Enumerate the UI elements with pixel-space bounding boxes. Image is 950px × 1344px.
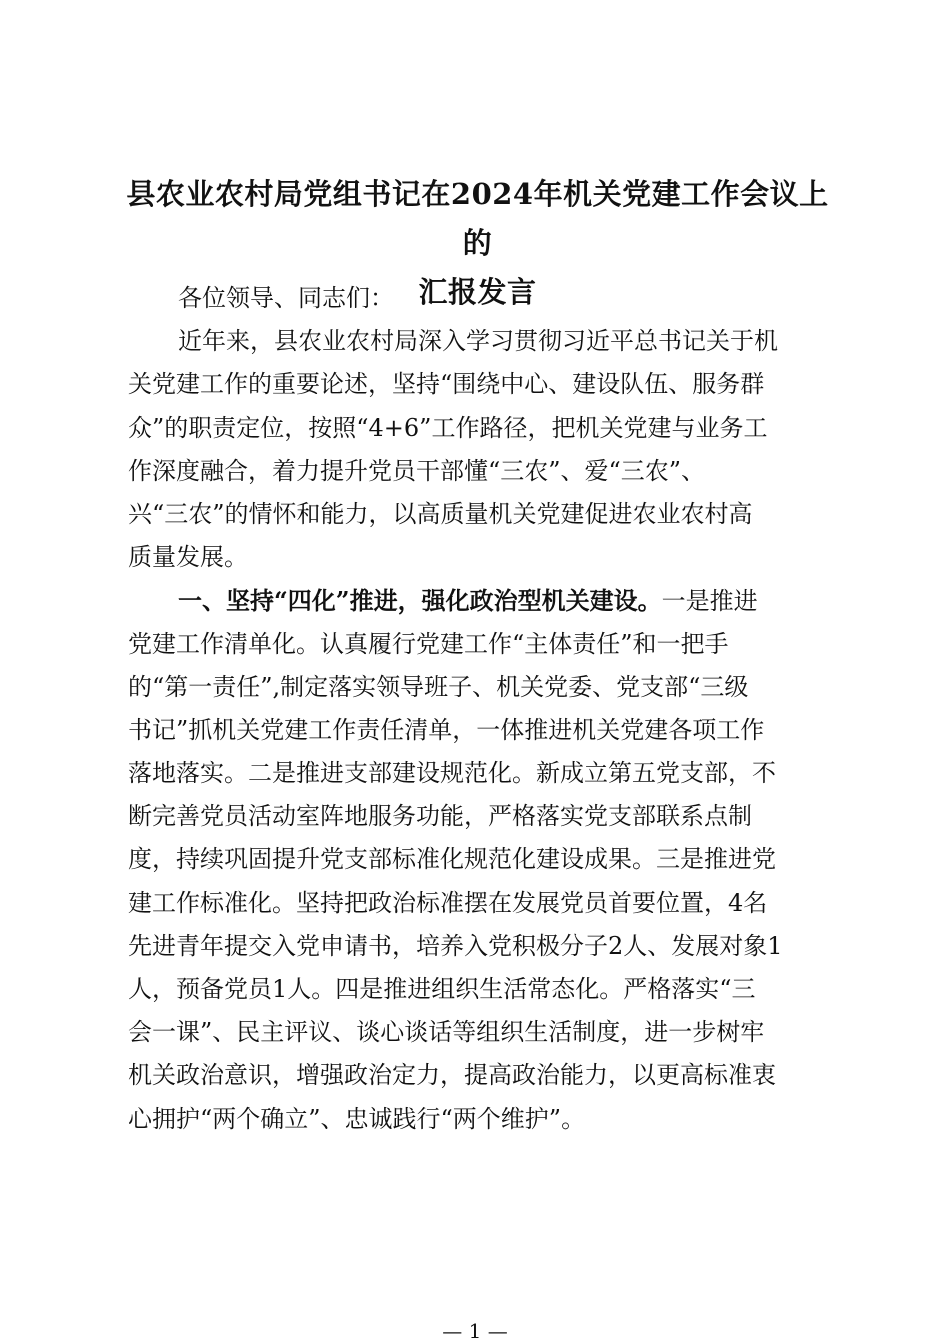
paragraph-line: 机关政治意识，增强政治定力，提高政治能力，以更高标准衷	[128, 1061, 776, 1090]
section-heading: 一、坚持“四化”推进，强化政治型机关建设。	[178, 586, 662, 616]
section-first-line	[128, 579, 828, 622]
paragraph-line: 作深度融合，着力提升党员干部懂“三农”、爱“三农”、	[128, 456, 706, 485]
salutation: 各位领导、同志们：	[178, 284, 394, 312]
paragraph-line: 党建工作清单化。认真履行党建工作“主体责任”和一把手	[128, 629, 729, 658]
paragraph-line: 关党建工作的重要论述，坚持“围绕中心、建设队伍、服务群	[128, 370, 765, 399]
title-line: 汇报发言	[418, 275, 537, 309]
paragraph-line: 落地落实。二是推进支部建设规范化。新成立第五党支部，不	[128, 759, 776, 788]
paragraph-line: 断完善党员活动室阵地服务功能，严格落实党支部联系点制	[128, 802, 752, 831]
page-number: — 1 —	[442, 1319, 508, 1343]
paragraph-line: 书记”抓机关党建工作责任清单，一体推进机关党建各项工作	[128, 715, 765, 744]
section-first-line-rest: 一是推进	[661, 587, 758, 616]
paragraph-line: 度，持续巩固提升党支部标准化规范化建设成果。三是推进党	[128, 845, 776, 874]
paragraph-line: 众”的职责定位，按照“4+6”工作路径，把机关党建与业务工	[128, 413, 768, 442]
paragraph-line: 建工作标准化。坚持把政治标准摆在发展党员首要位置，4名	[128, 888, 768, 917]
paragraph-line: 会一课”、民主评议、谈心谈话等组织生活制度，进一步树牢	[128, 1018, 765, 1047]
paragraph-line: 近年来，县农业农村局深入学习贯彻习近平总书记关于机	[178, 327, 778, 356]
paragraph-line: 质量发展。	[128, 543, 248, 572]
paragraph-line: 先进青年提交入党申请书，培养入党积极分子2人、发展对象1	[128, 931, 783, 960]
paragraph-line: 兴“三农”的情怀和能力，以高质量机关党建促进农业农村高	[128, 499, 753, 528]
document-body	[128, 277, 828, 1141]
paragraph-line: 人，预备党员1人。四是推进组织生活常态化。严格落实“三	[128, 975, 756, 1003]
title-line: 县农业农村局党组书记在2024年机关党建工作会议上的	[126, 177, 829, 260]
paragraph-line: 的“第一责任”,制定落实领导班子、机关党委、党支部“三级	[128, 672, 749, 701]
paragraph-line: 心拥护“两个确立”、忠诚践行“两个维护”。	[128, 1104, 586, 1133]
